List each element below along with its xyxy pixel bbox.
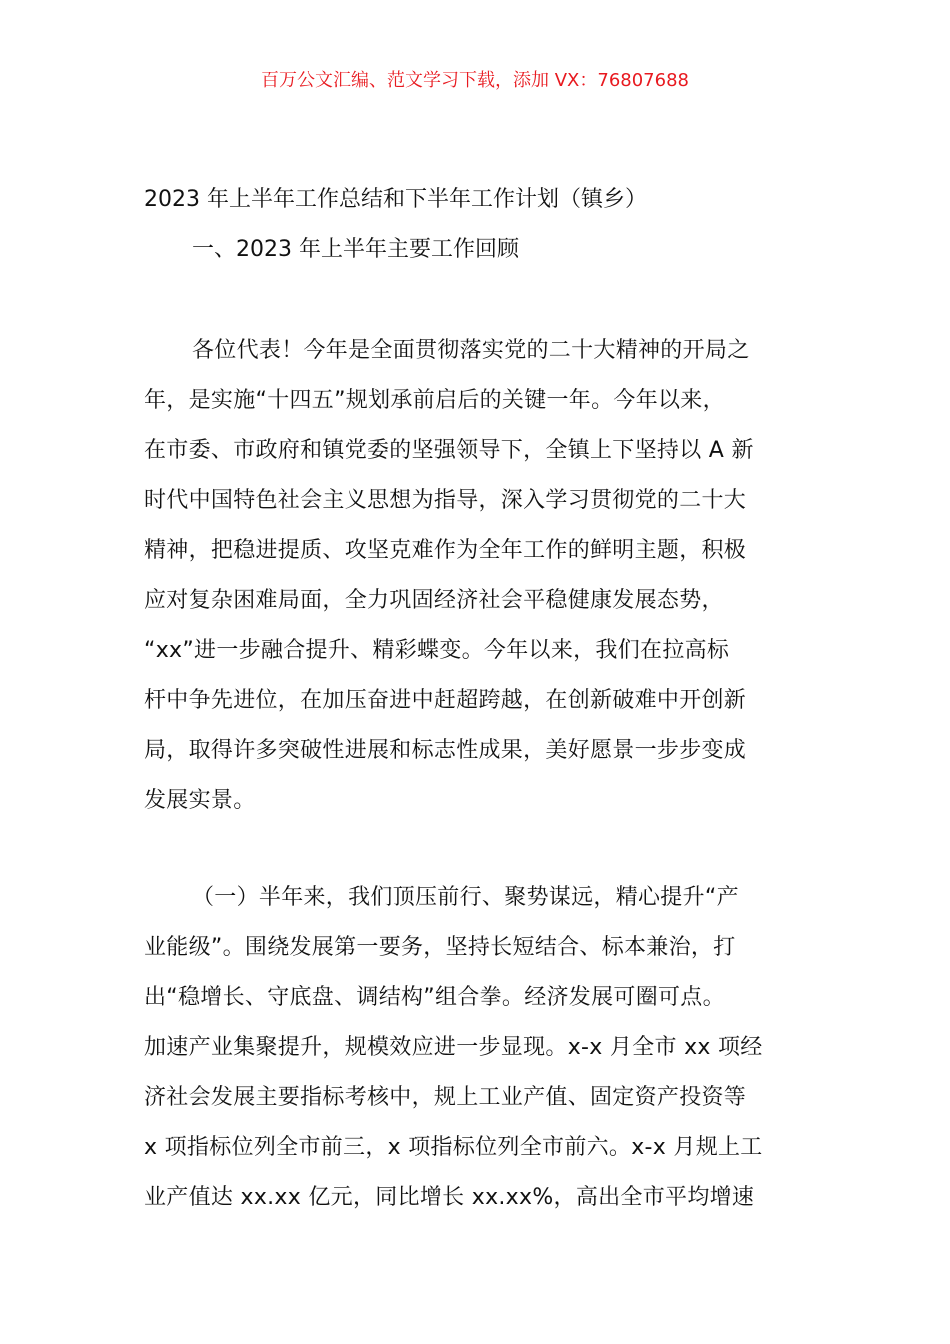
paragraph-section-1: [144, 873, 814, 1223]
paragraph-line: x 项指标位列全市前三，x 项指标位列全市前六。x-x 月规上工: [144, 1135, 763, 1160]
paragraph-intro: [144, 326, 814, 826]
paragraph-line: 年，是实施“十四五”规划承前启后的关键一年。今年以来，: [144, 388, 725, 413]
paragraph-line: “xx”进一步融合提升、精彩蝶变。今年以来，我们在拉高标: [144, 638, 730, 663]
paragraph-line: 加速产业集聚提升，规模效应进一步显现。x-x 月全市 xx 项经: [144, 1035, 763, 1060]
paragraph-line: 业能级”。围绕发展第一要务，坚持长短结合、标本兼治，打: [144, 935, 736, 960]
paragraph-line: 济社会发展主要指标考核中，规上工业产值、固定资产投资等: [144, 1085, 747, 1110]
paragraph-line: （一）半年来，我们顶压前行、聚势谋远，精心提升“产: [192, 885, 739, 910]
paragraph-line: 在市委、市政府和镇党委的坚强领导下，全镇上下坚持以 A 新: [144, 438, 754, 463]
paragraph-line: 精神，把稳进提质、攻坚克难作为全年工作的鲜明主题，积极: [144, 538, 747, 563]
paragraph-line: 应对复杂困难局面，全力巩固经济社会平稳健康发展态势，: [144, 588, 724, 613]
paragraph-line: 时代中国特色社会主义思想为指导，深入学习贯彻党的二十大: [144, 488, 747, 513]
paragraph-line: 出“稳增长、守底盘、调结构”组合拳。经济发展可圈可点。: [144, 985, 725, 1010]
section-heading: 一、2023 年上半年主要工作回顾: [192, 237, 519, 262]
paragraph-line: 局，取得许多突破性进展和标志性成果，美好愿景一步步变成: [144, 738, 747, 763]
paragraph-line: 各位代表！今年是全面贯彻落实党的二十大精神的开局之: [192, 338, 750, 363]
paragraph-line: 发展实景。: [144, 788, 256, 813]
paragraph-line: 杆中争先进位，在加压奋进中赶超跨越，在创新破难中开创新: [144, 688, 747, 713]
document-title: 2023 年上半年工作总结和下半年工作计划（镇乡）: [144, 187, 647, 212]
promo-header: 百万公文汇编、范文学习下载，添加 VX：76807688: [261, 70, 689, 91]
paragraph-line: 业产值达 xx.xx 亿元，同比增长 xx.xx%，高出全市平均增速: [144, 1185, 755, 1210]
